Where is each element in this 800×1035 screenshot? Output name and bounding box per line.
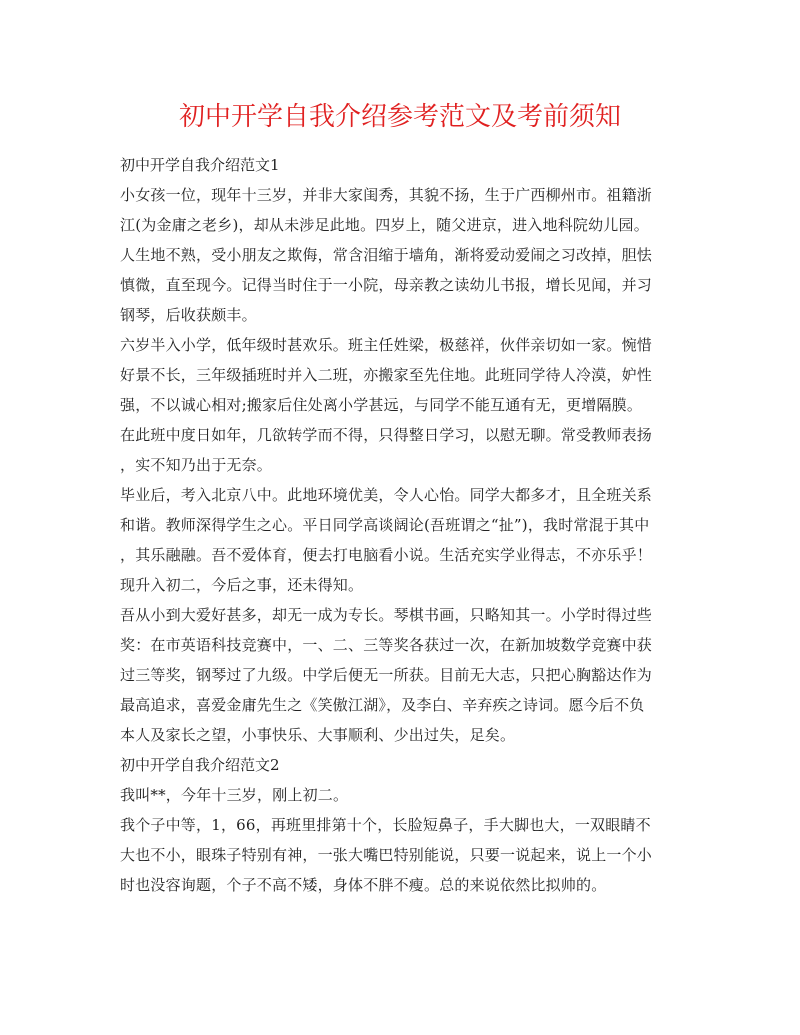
- text-line: 六岁半入小学，低年级时甚欢乐。班主任姓梁，极慈祥，伙伴亲切如一家。惋惜: [120, 336, 653, 354]
- text-line: ，其乐融融。吾不爱体育，便去打电脑看小说。生活充实学业得志，不亦乐乎！: [120, 546, 653, 564]
- paragraph: [120, 480, 680, 600]
- section-1: [120, 150, 680, 750]
- text-line: 好景不长，三年级插班时并入二班，亦搬家至先住地。此班同学待人冷漠，妒性: [120, 366, 653, 384]
- text-line: 本人及家长之望，小事快乐、大事顺利、少出过失，足矣。: [120, 726, 516, 744]
- text-line: ，实不知乃出于无奈。: [120, 456, 273, 474]
- text-line: 时也没容询题，个子不高不矮，身体不胖不瘦。总的来说依然比拟帅的。: [120, 876, 607, 894]
- text-line: 在此班中度日如年，几欲转学而不得，只得整日学习，以慰无聊。常受教师表扬: [120, 426, 653, 444]
- section-heading: 初中开学自我介绍范文2: [120, 756, 280, 774]
- text-line: 和谐。教师深得学生之心。平日同学高谈阔论(吾班谓之“扯”)，我时常混于其中: [120, 516, 650, 534]
- text-line: 奖：在市英语科技竞赛中，一、二、三等奖各获过一次，在新加坡数学竞赛中获: [120, 636, 653, 654]
- paragraph: [120, 780, 680, 810]
- document-content: [120, 92, 680, 900]
- text-line: 我个子中等，1，66，再班里排第十个，长脸短鼻子，手大脚也大，一双眼睛不: [120, 816, 651, 834]
- text-line: 江(为金庸之老乡)，却从未涉足此地。四岁上，随父进京，进入地科院幼儿园。: [120, 216, 649, 234]
- section-2: [120, 750, 680, 900]
- paragraph: [120, 810, 680, 900]
- document-title: 初中开学自我介绍参考范文及考前须知: [178, 102, 621, 132]
- paragraph: [120, 600, 680, 750]
- text-line: 钢琴，后收获颇丰。: [120, 306, 257, 324]
- text-line: 小女孩一位，现年十三岁，并非大家闺秀，其貌不扬，生于广西柳州市。祖籍浙: [120, 186, 653, 204]
- text-line: 过三等奖，钢琴过了九级。中学后便无一所获。目前无大志，只把心胸豁达作为: [120, 666, 653, 684]
- text-line: 强，不以诚心相对;搬家后住处离小学甚远，与同学不能互通有无，更增隔膜。: [120, 396, 643, 414]
- text-line: 慎微，直至现今。记得当时住于一小院，母亲教之读幼儿书报，增长见闻，并习: [120, 276, 653, 294]
- text-line: 吾从小到大爱好甚多，却无一成为专长。琴棋书画，只略知其一。小学时得过些: [120, 606, 653, 624]
- text-line: 毕业后，考入北京八中。此地环境优美，令人心怡。同学大都多才，且全班关系: [120, 486, 653, 504]
- text-line: 最高追求，喜爱金庸先生之《笑傲江湖》，及李白、辛弃疾之诗词。愿今后不负: [120, 696, 645, 714]
- paragraph: [120, 330, 680, 480]
- text-line: 我叫**，今年十三岁，刚上初二。: [120, 786, 349, 804]
- paragraph: [120, 180, 680, 330]
- text-line: 人生地不熟，受小朋友之欺侮，常含泪缩于墙角，渐将爱动爱闹之习改掉，胆怯: [120, 246, 653, 264]
- text-line: 大也不小，眼珠子特别有神，一张大嘴巴特别能说，只要一说起来，说上一个小: [120, 846, 653, 864]
- text-line: 现升入初二，今后之事，还未得知。: [120, 576, 364, 594]
- section-heading: 初中开学自我介绍范文1: [120, 156, 280, 174]
